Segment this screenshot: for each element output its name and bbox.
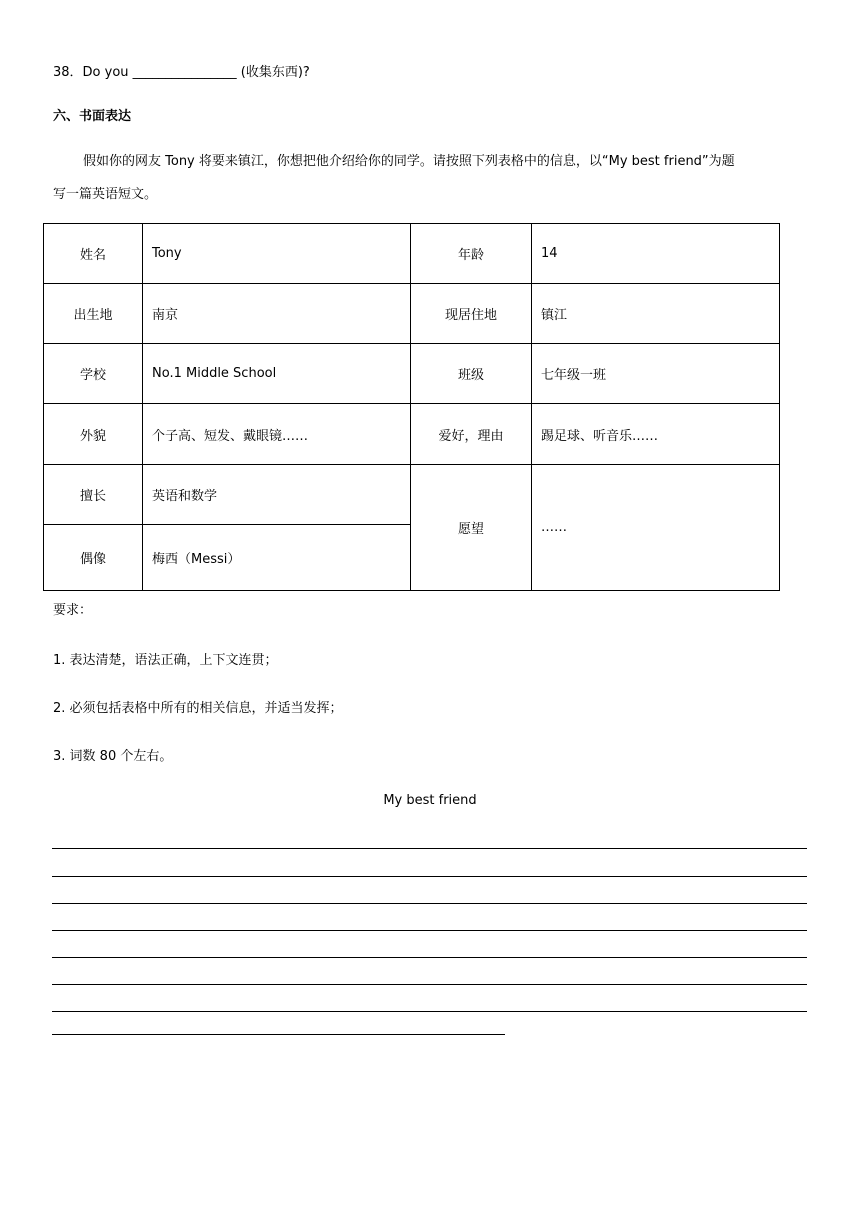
table-row — [44, 344, 780, 404]
requirement-3: 3. 词数 80 个左右。 — [53, 749, 173, 764]
writing-line — [52, 848, 807, 849]
age-label: 年龄 — [411, 224, 532, 284]
section-title: 六、书面表达 — [53, 109, 132, 124]
idol-value: 梅西（Messi） — [143, 524, 411, 590]
writing-line — [52, 984, 807, 985]
hobby-value: 踢足球、听音乐…… — [532, 404, 780, 464]
writing-line — [52, 1011, 807, 1012]
age-value: 14 — [532, 224, 780, 284]
name-value: Tony — [143, 224, 411, 284]
requirement-1: 1. 表达清楚，语法正确，上下文连贯； — [53, 653, 278, 668]
intro-line-2: 写一篇英语短文。 — [53, 187, 158, 202]
wish-label: 愿望 — [411, 464, 532, 590]
table-row — [44, 224, 780, 284]
table-row — [44, 464, 780, 524]
birthplace-value: 南京 — [143, 284, 411, 344]
wish-value: …… — [532, 464, 780, 590]
requirement-2: 2. 必须包括表格中所有的相关信息，并适当发挥； — [53, 701, 343, 716]
school-value: No.1 Middle School — [143, 344, 411, 404]
birthplace-label: 出生地 — [44, 284, 143, 344]
strength-label: 擅长 — [44, 464, 143, 524]
essay-title: My best friend — [383, 793, 477, 808]
hobby-label: 爱好，理由 — [411, 404, 532, 464]
residence-label: 现居住地 — [411, 284, 532, 344]
writing-line — [52, 903, 807, 904]
writing-line — [52, 876, 807, 877]
writing-line — [52, 930, 807, 931]
requirements-title: 要求： — [53, 603, 93, 618]
table-row — [44, 404, 780, 464]
school-label: 学校 — [44, 344, 143, 404]
intro-line-1: 假如你的网友 Tony 将要来镇江，你想把他介绍给你的同学。请按照下列表格中的信息，以“My best friend”为题 — [83, 154, 735, 169]
class-label: 班级 — [411, 344, 532, 404]
class-value: 七年级一班 — [532, 344, 780, 404]
residence-value: 镇江 — [532, 284, 780, 344]
writing-line — [52, 957, 807, 958]
info-table — [43, 223, 780, 591]
strength-value: 英语和数学 — [143, 464, 411, 524]
appearance-value: 个子高、短发、戴眼镜…… — [143, 404, 411, 464]
writing-line — [52, 1034, 505, 1035]
name-label: 姓名 — [44, 224, 143, 284]
idol-label: 偶像 — [44, 524, 143, 590]
table-row — [44, 284, 780, 344]
appearance-label: 外貌 — [44, 404, 143, 464]
question-38: 38．Do you ________________ (收集东西)? — [53, 65, 310, 80]
